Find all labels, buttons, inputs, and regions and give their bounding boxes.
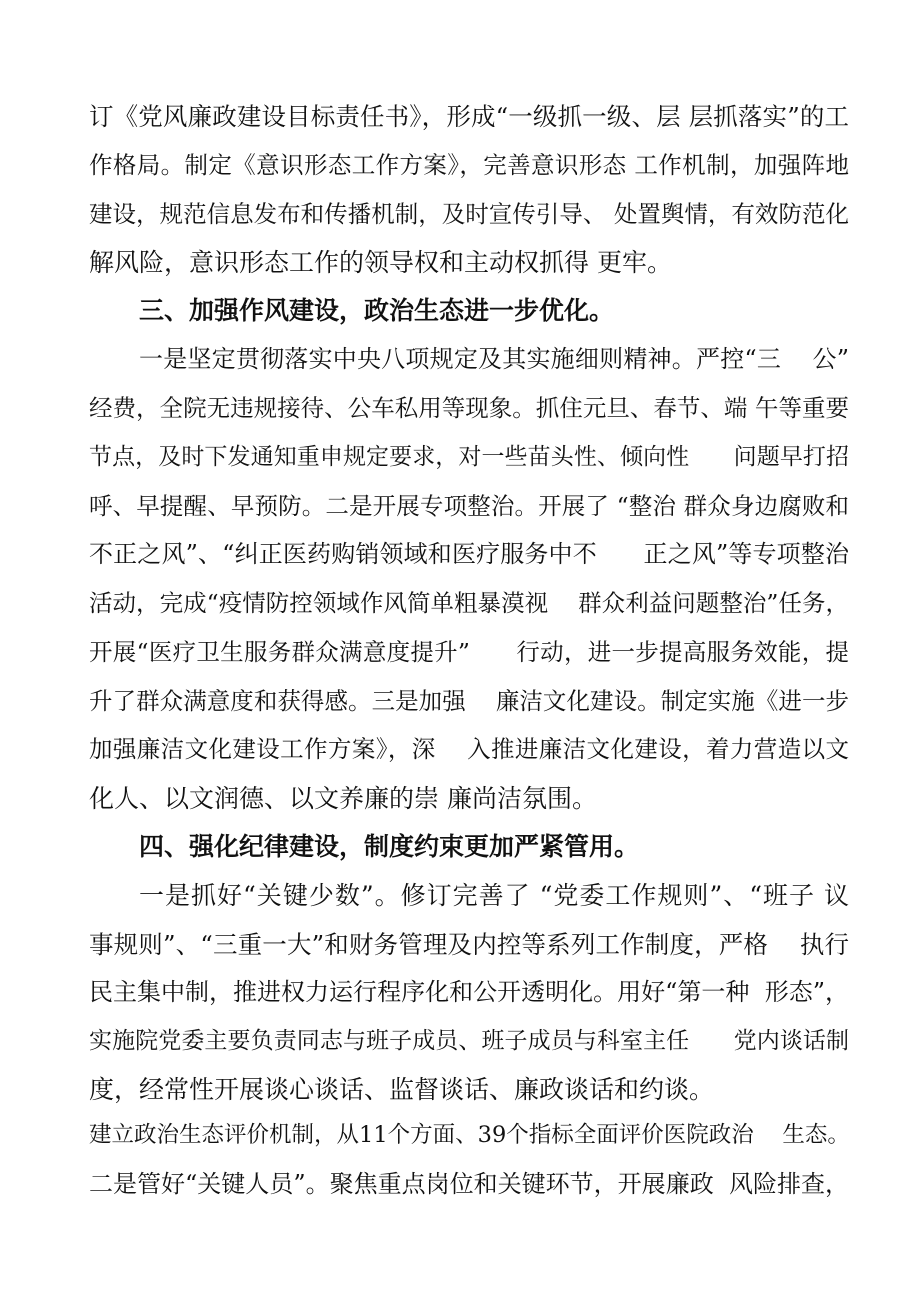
paragraph-line: 度，经常性开展谈心谈话、监督谈话、廉政谈话和约谈。 (89, 1075, 715, 1104)
paragraph-line: 二是管好“关键人员”。聚焦重点岗位和关键环节，开展廉政 风险排查， (89, 1170, 849, 1198)
paragraph-line: 作格局。制定《意识形态工作方案》，完善意识形态 工作机制，加强阵地 (89, 151, 849, 179)
paragraph-line: 实施院党委主要负责同志与班子成员、班子成员与科室主任 党内谈话制 (89, 1028, 849, 1054)
paragraph-line: 一是坚定贯彻落实中央八项规定及其实施细则精神。严控“三 公” (139, 345, 849, 373)
paragraph-line: 不正之风”、“纠正医药购销领域和医疗服务中不 正之风”等专项整治 (89, 540, 849, 568)
paragraph-line: 解风险，意识形态工作的领导权和主动权抓得 更牢。 (89, 248, 672, 277)
section-heading: 三、加强作风建设，政治生态进一步优化。 (139, 296, 615, 325)
paragraph-line: 经费，全院无违规接待、公车私用等现象。抓住元旦、春节、端 午等重要 (89, 394, 849, 422)
paragraph-line: 订《党风廉政建设目标责任书》，形成“一级抓一级、层 层抓落实”的工 (89, 102, 849, 131)
paragraph-line: 呼、早提醒、早预防。二是开展专项整治。开展了 “整治 群众身边腐败和 (89, 492, 849, 520)
paragraph-line: 建立政治生态评价机制，从11个方面、39个指标全面评价医院政治 生态。 (89, 1122, 850, 1148)
paragraph-line: 升了群众满意度和获得感。三是加强 廉洁文化建设。制定实施《进一步 (89, 687, 849, 715)
paragraph-line: 建设，规范信息发布和传播机制，及时宣传引导、 处置舆情，有效防范化 (89, 200, 849, 228)
paragraph-line: 节点，及时下发通知重申规定要求，对一些苗头性、倾向性 问题早打招 (89, 444, 849, 470)
paragraph-line: 化人、以文润德、以文养廉的崇 廉尚洁氛围。 (89, 784, 597, 813)
paragraph-line: 活动，完成“疫情防控领域作风简单粗暴漠视 群众利益问题整治”任务， (89, 589, 849, 617)
paragraph-line: 民主集中制，推进权力运行程序化和公开透明化。用好“第一种 形态”， (89, 978, 849, 1006)
paragraph-line: 开展“医疗卫生服务群众满意度提升” 行动，进一步提高服务效能，提 (89, 638, 849, 666)
section-heading: 四、强化纪律建设，制度约束更加严紧管用。 (139, 832, 640, 861)
paragraph-line: 事规则”、“三重一大”和财务管理及内控等系列工作制度，严格 执行 (89, 930, 849, 959)
paragraph-line: 加强廉洁文化建设工作方案》，深 入推进廉洁文化建设，着力营造以文 (89, 735, 849, 763)
paragraph-line: 一是抓好“关键少数”。修订完善了 “党委工作规则”、“班子 议 (139, 881, 849, 910)
